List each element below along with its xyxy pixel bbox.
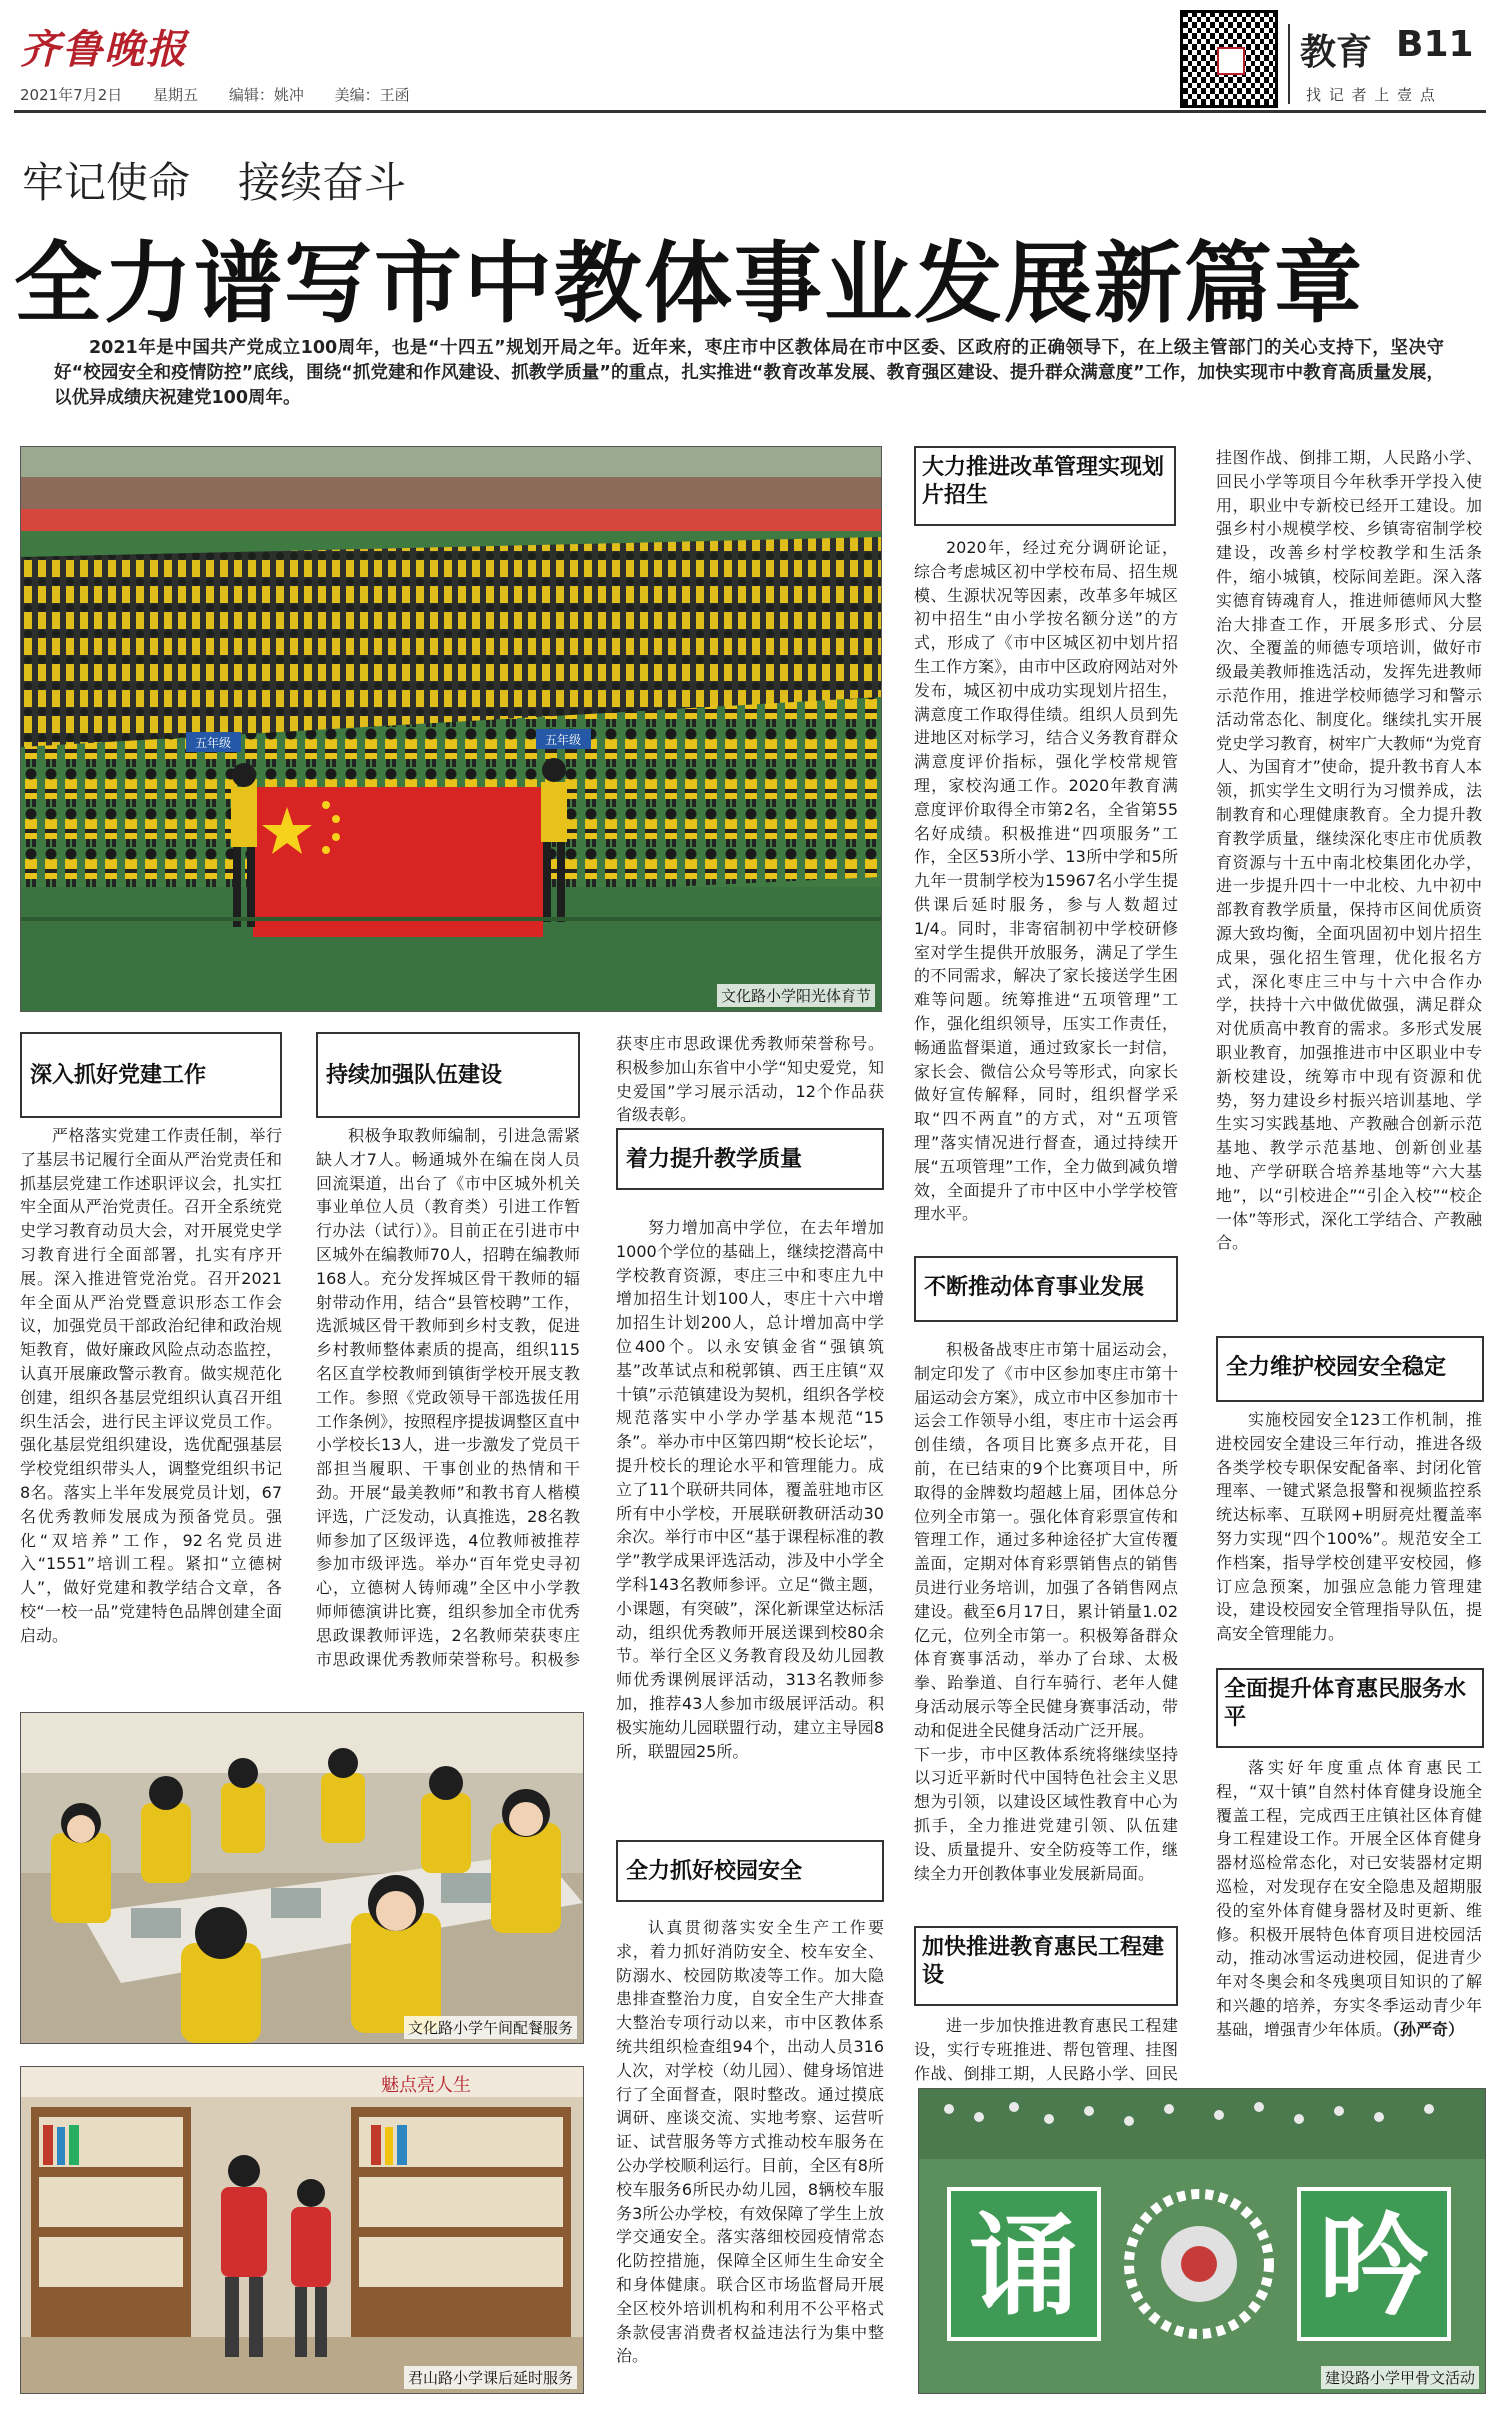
subhead-quality: 着力提升教学质量 [616, 1128, 884, 1190]
body-fitness [1216, 1756, 1482, 2056]
masthead-rule [14, 110, 1486, 113]
body-benefit: 进一步加快推进教育惠民工程建设，实行专班推进、帮包管理、挂图作战、倒排工期，人民路小学、回民 [914, 2016, 1178, 2083]
reporter-line: 找 记 者 上 壹 点 [1306, 86, 1435, 104]
event-photo-caption: 建设路小学甲骨文活动 [1321, 2366, 1479, 2389]
main-photo-caption: 文化路小学阳光体育节 [717, 984, 875, 1007]
banner-left-text: 五年级 [194, 736, 232, 750]
body-quality: 努力增加高中学位，在去年增加1000个学位的基础上，继续挖潜高中学校教育资源，枣庄三中和枣庄九中增加招生计划100人，枣庄十六中增加招生计划200人，总计增加高中学位400个。以永安镇金省“强镇筑基”改革试点和税郭镇、西王庄镇“双十镇”示范镇建设为契机，组织各学校规范落实中小学办学基本规范“15条”。举办市中区第四期“校长论坛”，提升校长的理论水平和管理能力。成立了11个联研共同体，覆盖驻地市区所有中小学校，开展联研教研活动30余次。举行市中区“基于课程标准的教学”教学成果评选活动，涉及中小学全学科143名教师参评。立足“微主题，小课题，有突破”，深化新课堂达标活动，组织优秀教师开展送课到校80余节。举行全区义务教育段及幼儿园教师优秀课例展评活动，313名教师参加，推荐43人参加市级展评活动。积极实施幼儿园联盟行动，建立主导园8所，联盟园25所。 [616, 1218, 884, 1761]
main-photo [20, 446, 882, 1012]
event-word-right: 吟 [1319, 2202, 1429, 2330]
reading-photo-caption: 君山路小学课后延时服务 [404, 2366, 577, 2389]
subhead-party: 深入抓好党建工作 [20, 1032, 282, 1118]
body-team-continued: 获枣庄市思政课优秀教师荣誉称号。积极参加山东省中小学“知史爱党，知史爱国”学习展示活动，12个作品获省级表彰。 [616, 1034, 884, 1125]
red-flag [253, 787, 543, 937]
section-divider [1288, 24, 1290, 104]
lunch-photo-illustration [21, 1713, 583, 2043]
event-word-left: 诵 [969, 2202, 1079, 2330]
article-byline: （孙严奇） [1392, 2019, 1465, 2039]
kicker [22, 150, 454, 210]
reading-photo-illustration [21, 2067, 583, 2393]
issue-date: 2021年7月2日 [20, 86, 123, 104]
reading-photo [20, 2066, 584, 2394]
headline: 全力谱写市中教体事业发展新篇章 [14, 232, 1365, 335]
section-name: 教育 [1300, 32, 1373, 73]
page-number: B11 [1396, 24, 1474, 65]
body-team: 积极争取教师编制，引进急需紧缺人才7人。畅通城外在编在岗人员回流渠道，出台了《市中区城外机关事业单位人员（教育类）引进工作暂行办法（试行）》。目前正在引进市中区城外在编教师70人，招聘在编教师168人。充分发挥城区骨干教师的辐射带动作用，结合“县管校聘”工作，选派城区骨干教师到乡村支教，促进乡村教师整体素质的提高，组织115名区直学校教师到镇街学校开展支教工作。参照《党政领导干部选拔任用工作条例》，按照程序提拔调整区直中小学校长13人，进一步激发了党员干部担当履职、干事创业的热情和干劲。开展“最美教师”和教书育人楷模评选，广泛发动，认真推选，28名教师参加了区级评选，4位教师被推荐参加市级评选。举办“百年党史寻初心，立德树人铸师魂”全区中小学教师师德演讲比赛，组织参加全市优秀思政课教师评选，2名教师荣获枣庄市思政课优秀教师荣誉称号。积极参 [316, 1126, 580, 1669]
lead-paragraph: 2021年是中国共产党成立100周年，也是“十四五”规划开局之年。近年来，枣庄市中区教体局在市中区委、区政府的正确领导下，在上级主管部门的关心支持下，坚决守好“校园安全和疫情防控”底线，围绕“抓党建和作风建设、抓教学质量”的重点，扎实推进“教育改革发展、教育强区建设、提升群众满意度”工作，加快实现市中教育高质量发展，以优异成绩庆祝建党100周年。 [54, 338, 1444, 408]
main-photo-illustration [21, 447, 881, 1011]
issue-meta [20, 84, 432, 105]
newspaper-logo: 齐鲁晚报 [20, 26, 188, 73]
body-reform: 2020年，经过充分调研论证，综合考虑城区初中学校布局、招生规模、生源状况等因素，改革多年城区初中招生“由小学按名额分送”的方式，形成了《市中区城区初中划片招生工作方案》，由市中区政府网站对外发布，城区初中成功实现划片招生，满意度工作取得佳绩。组织人员到先进地区对标学习，结合义务教育群众满意度评价指标，强化学校常规管理，家校沟通工作。2020年教育满意度评价取得全市第2名，全省第55名好成绩。积极推进“四项服务”工作，全区53所小学、13所中学和5所九年一贯制学校为15967名小学生提供课后延时服务，参与人数超过1/4。同时，非寄宿制初中学校研修室对学生提供开放服务，满足了学生的不同需求，解决了家长接送学生困难等问题。统筹推进“五项管理”工作，强化组织领导，压实工作责任，畅通监督渠道，通过致家长一封信，家长会、微信公众号等形式，向家长做好宣传解释，同时，组织督学采取“四不两直”的方式，对“五项管理”落实情况进行督查，通过持续开展“五项管理”工作，全力做到减负增效，全面提升了市中区中小学学校管理水平。 [914, 538, 1178, 1224]
issue-weekday: 星期五 [153, 86, 199, 104]
subhead-fitness: 全面提升体育惠民服务水平 [1216, 1668, 1484, 1748]
subhead-benefit: 加快推进教育惠民工程建设 [914, 1926, 1178, 2006]
body-safety: 认真贯彻落实安全生产工作要求，着力抓好消防安全、校车安全、防溺水、校园防欺凌等工作。加大隐患排查整治力度，自安全生产大排查大整治专项行动以来，市中区教体系统共组织检查组94个，出动人员316人次，对学校（幼儿园）、健身场馆进行了全面督查，限时整改。通过摸底调研、座谈交流、实地考察、运营听证、试营服务等方式推动校车服务在公办学校顺利运行。目前，全区有8所校车服务6所民办幼儿园，8辆校车服务3所公办学校，有效保障了学生上放学交通安全。落实落细校园疫情常态化防控措施，保障全区师生生命安全和身体健康。联合区市场监督局开展全区校外培训机构和利用不公平格式条款侵害消费者权益违法行为集中整治。 [616, 1918, 884, 2366]
qr-code[interactable] [1180, 10, 1278, 108]
editor-credit: 编辑：姚冲 [228, 86, 304, 104]
subhead-reform: 大力推进改革管理实现划片招生 [914, 446, 1176, 526]
reading-wall-sign: 魅点亮人生 [381, 2075, 471, 2096]
body-party: 严格落实党建工作责任制，举行了基层书记履行全面从严治党责任和抓基层党建工作述职评议会，扎实扛牢全面从严治党责任。召开全系统党史学习教育动员大会，对开展党史学习教育进行全面部署，扎实有序开展。深入推进管党治党。召开2021年全面从严治党暨意识形态工作会议，加强党员干部政治纪律和政治规矩教育，做好廉政风险点动态监控，认真开展廉政警示教育。做实规范化创建，组织各基层党组织认真召开组织生活会，进行民主评议党员工作。强化基层党组织建设，选优配强基层学校党组织带头人，调整党组织书记8名。落实上半年发展党员计划，67名优秀教师发展成为预备党员。强化“双培养”工作，92名党员进入“1551”培训工程。紧扣“立德树人”，做好党建和教学结合文章，各校“一校一品”党建特色品牌创建全面启动。 [20, 1126, 282, 1645]
qr-center-logo [1217, 47, 1245, 75]
subhead-campus: 全力维护校园安全稳定 [1216, 1336, 1484, 1402]
banner-right-text: 五年级 [544, 733, 582, 747]
designer-credit: 美编：王函 [334, 86, 410, 104]
body-campus: 实施校园安全123工作机制，推进校园安全建设三年行动，推进各级各类学校专职保安配备率、封闭化管理率、一键式紧急报警和视频监控系统达标率、互联网+明厨亮灶覆盖率努力实现“四个100%”。规范安全工作档案，指导学校创建平安校园，修订应急预案，加强应急能力管理建设，建设校园安全管理指导队伍，提高安全管理能力。 [1216, 1410, 1482, 1644]
kicker-left: 牢记使命 [22, 158, 191, 207]
body-fitness-text: 落实好年度重点体育惠民工程，“双十镇”自然村体育健身设施全覆盖工程，完成西王庄镇社区体育健身工程建设工作。开展全区体育健身器材巡检常态化，对已安装器材定期巡检，对发现存在安全隐患及超期服役的室外体育健身器材及时更新、维修。积极开展特色体育项目进校园活动，推动冰雪运动进校园，促进青少年对冬奥会和冬残奥项目知识的了解和兴趣的培养，夯实冬季运动青少年基础，增强青少年体质。 [1216, 1758, 1482, 2039]
body-benefit-continued: 挂图作战、倒排工期，人民路小学、回民小学等项目今年秋季开学投入使用，职业中专新校已经开工建设。加强乡村小规模学校、乡镇寄宿制学校建设，改善乡村学校教学和生活条件，缩小城镇，校际间差距。深入落实德育铸魂育人，推进师德师风大整治大排查工作，开展多形式、分层次、全覆盖的师德专项培训，做好市级最美教师推选活动，发挥先进教师示范作用，推进学校师德学习和警示活动常态化、制度化。继续扎实开展党史学习教育，树牢广大教师“为党育人、为国育才”使命，提升教书育人本领，抓实学生文明行为习惯养成，法制教育和心理健康教育。全力提升教育教学质量，继续深化枣庄市优质教育资源与十五中南北校集团化办学，进一步提升四十一中北校、九中初中部教育教学质量，保持市区间优质资源大致均衡，全面巩固初中划片招生成果，强化招生管理，优化报名方式，深化枣庄三中与十六中合作办学，扶持十六中做优做强，满足群众对优质高中教育的需求。多形式发展职业教育，加强推进市中区职业中专新校建设，统筹市中现有资源和优势，努力建设乡村振兴培训基地、学生实习实践基地、产教融合创新示范基地、教学示范基地、创新创业基地、产学研联合培养基地等“六大基地”，以“引校进企”“引企入校”“校企一体”等形式，深化工学结合、产教融合。 [1216, 448, 1482, 1253]
lunch-photo-caption: 文化路小学午间配餐服务 [404, 2016, 577, 2039]
subhead-safety: 全力抓好校园安全 [616, 1840, 884, 1902]
event-photo [918, 2088, 1486, 2394]
subhead-sports: 不断推动体育事业发展 [914, 1256, 1178, 1322]
event-photo-illustration [919, 2089, 1485, 2393]
kicker-right: 接续奋斗 [238, 158, 407, 207]
lunch-photo [20, 1712, 584, 2044]
body-sports: 积极备战枣庄市第十届运动会，制定印发了《市中区参加枣庄市第十届运动会方案》，成立市中区参加市十运会工作领导小组，枣庄市十运会再创佳绩，各项目比赛多点开花，目前，在已结束的9个比赛项目中，所取得的金牌数均超越上届，团体总分位列全市第一。强化体育彩票宣传和管理工作，通过多种途径扩大宣传覆盖面，定期对体育彩票销售点的销售员进行业务培训，加强了各销售网点建设。截至6月17日，累计销量1.02亿元，位列全市第一。积极筹备群众体育赛事活动，举办了台球、太极拳、跆拳道、自行车骑行、老年人健身活动展示等全民健身赛事活动，带动和促进全民健身活动广泛开展。 下一步，市中区教体系统将继续坚持以习近平新时代中国特色社会主义思想为引领，以建设区域性教育中心为抓手，全力推进党建引领、队伍建设、质量提升、安全防疫等工作，继续全力开创教体事业发展新局面。 [914, 1340, 1178, 1883]
subhead-team: 持续加强队伍建设 [316, 1032, 580, 1118]
